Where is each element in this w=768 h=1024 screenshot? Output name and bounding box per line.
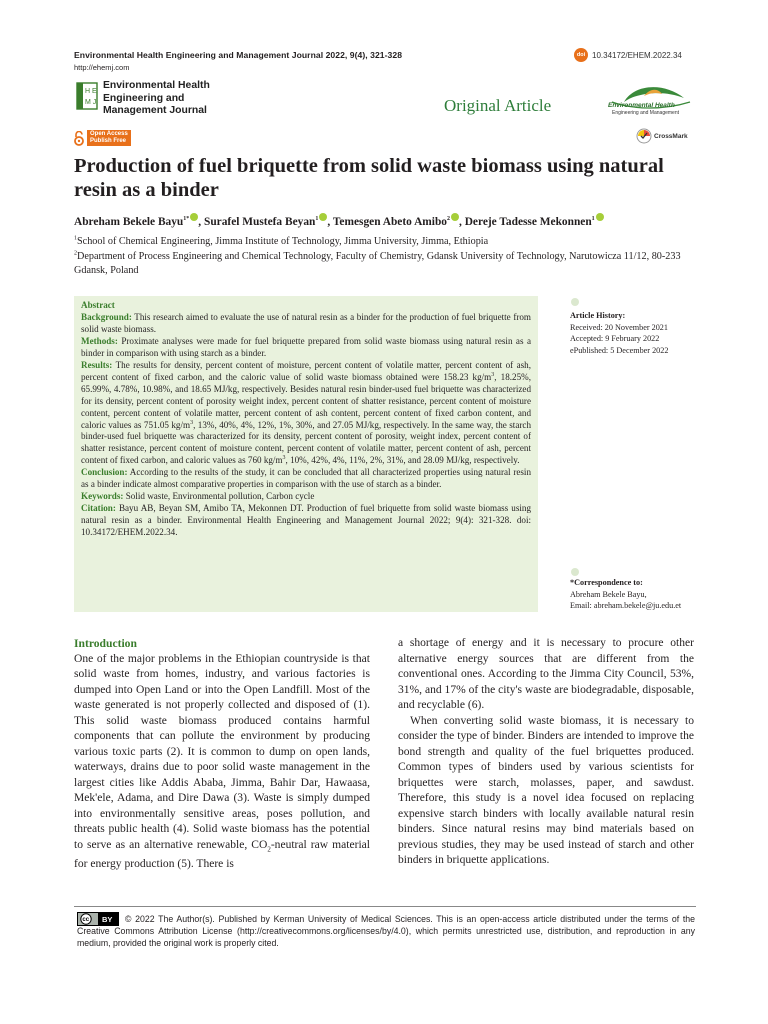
section-text: According to the results of the study, it can be concluded that all characterized properties using natural resin as a binder indicate almost comparative properties in comparison with the use of starch as a binder. — [81, 467, 531, 490]
author-affiliation-marker: 1* — [183, 216, 190, 223]
abstract-citation — [81, 503, 531, 539]
svg-text:M J: M J — [85, 99, 97, 106]
bullet-icon — [571, 568, 579, 576]
journal-name — [103, 80, 210, 118]
cc-label: cc — [82, 917, 90, 924]
crossmark-label: CrossMark — [654, 132, 688, 140]
journal-name-line: Environmental Health — [103, 80, 210, 91]
crossmark-badge[interactable] — [636, 128, 688, 144]
doi-icon: doi — [574, 48, 588, 62]
license-notice: © 2022 The Author(s). Published by Kerman University of Medical Sciences. This is an open-access article distributed under the terms of the Creative Commons Attribution License (http://creativecommons.org/licenses/by/4.0), which permits unrestricted use, distribution, and reproduction in any medium, provided the original work is properly cited. — [77, 914, 695, 949]
journal-name-line: Engineering and — [103, 92, 185, 104]
section-text: , 10%, 42%, 4%, 11%, 2%, 31%, and 28.09 MJ/kg, respectively. — [285, 455, 520, 466]
journal-name-line: Management Journal — [103, 105, 207, 116]
article-history — [570, 310, 668, 356]
superscript: 3 — [190, 419, 194, 426]
paragraph — [74, 652, 370, 873]
correspondence-name: Abreham Bekele Bayu, — [570, 589, 647, 599]
doi-block[interactable] — [574, 48, 682, 62]
body-column-left — [74, 636, 370, 873]
accepted-date: Accepted: 9 February 2022 — [570, 334, 660, 344]
author-affiliation-marker: 1 — [591, 216, 595, 223]
affiliation-marker: 2 — [74, 250, 77, 257]
author-separator: , — [198, 216, 204, 228]
svg-text:H E: H E — [85, 88, 97, 95]
affiliation-2 — [74, 250, 696, 277]
correspondence-email[interactable]: Email: abreham.bekele@ju.edu.et — [570, 601, 682, 611]
abstract-conclusion — [81, 467, 531, 491]
paragraph: a shortage of energy and it is necessary to procure other alternative energy sources that are different from the conventional ones. According to the Jimma City Council, 53%, 31%, and 17% of the city's waste are biodegradable, disposable, and recyclable (6). — [398, 637, 694, 711]
section-label: Conclusion: — [81, 467, 128, 478]
open-access-icon — [74, 131, 84, 146]
section-text: , 18.25%, 65.99%, 4.78%, 10.98%, and 18.65 MJ/kg, respectively. Besides natural resin binder-used fuel briquette was characterized for its density, percent content of porosity weight index, percent content of shatter resistance, percent content of moisture content, percent content of volatile matter, percent content of ash content, percent content of fixed carbon content, and caloric values as 751.05 kg/m — [81, 371, 531, 430]
section-text: Solid waste, Environmental pollution, Carbon cycle — [123, 491, 315, 502]
author-name: Temesgen Abeto Amibo — [332, 216, 447, 228]
published-date: ePublished: 5 December 2022 — [570, 345, 669, 355]
open-access-badge — [74, 130, 131, 146]
open-access-label — [87, 130, 131, 146]
orcid-icon[interactable] — [596, 213, 604, 221]
body-column-right — [398, 636, 694, 869]
author-name: Surafel Mustefa Beyan — [203, 216, 316, 228]
bullet-icon — [571, 298, 579, 306]
history-heading: Article History: — [570, 311, 626, 320]
received-date: Received: 20 November 2021 — [570, 322, 668, 332]
journal-citation: Environmental Health Engineering and Management Journal 2022, 9(4), 321-328 — [74, 50, 403, 60]
section-heading: Introduction — [74, 637, 137, 650]
affiliation-1 — [74, 236, 488, 247]
section-text: Proximate analyses were made for fuel briquette prepared from solid waste biomass using natural resin as a binder in comparison with using starch as a binder. — [81, 335, 531, 358]
affiliation-text: Department of Process Engineering and Chemical Technology, Faculty of Chemistry, Gdansk University of Technology, Narutowicza 11/12, 80-233 Gdansk, Poland — [74, 251, 681, 276]
superscript: 3 — [282, 455, 286, 462]
section-label: Background: — [81, 311, 132, 322]
section-label: Keywords: — [81, 491, 124, 502]
section-label: Results: — [81, 359, 113, 370]
crossmark-icon — [636, 128, 652, 144]
footer-divider — [74, 906, 696, 907]
affiliation-text: School of Chemical Engineering, Jimma Institute of Technology, Jimma University, Jimma, Ethiopia — [77, 236, 489, 247]
author-name: Dereje Tadesse Mekonnen — [464, 216, 592, 228]
section-label: Citation: — [81, 503, 116, 514]
journal-logo-icon — [76, 82, 98, 110]
author-name: Abreham Bekele Bayu — [74, 216, 184, 228]
author-list — [74, 213, 604, 228]
subscript: 2 — [267, 844, 271, 853]
correspondence — [570, 577, 681, 612]
abstract-methods — [81, 336, 531, 360]
superscript: 3 — [491, 371, 495, 378]
author-affiliation-marker: 1 — [315, 216, 319, 223]
section-text: Bayu AB, Beyan SM, Amibo TA, Mekonnen DT. Production of fuel briquette from solid waste biomass using natural resin as a binder. Environmental Health Engineering and Management Journal 2022; 9(4): 321-328. doi: 10.34172/EHEM.2022.34. — [81, 503, 531, 538]
journal-url[interactable]: http://ehemj.com — [74, 63, 130, 72]
author-affiliation-marker: 2 — [446, 216, 450, 223]
paragraph: When converting solid waste biomass, it is necessary to consider the type of binder. Binders are intended to improve the bond strength and quality of the fuel briquettes produced. Common types of binders used by various scientists for briquettes were starch, molasses, paper, and sawdust. Therefore, this study is a novel idea focused on replacing expensive starch binders with locally available natural resin binders. Since natural resins may bind materials based on previous studies, they may be used instead of starch and other binders in briquette applications. — [398, 714, 694, 866]
abstract-keywords — [81, 491, 531, 503]
author-separator: , — [327, 216, 333, 228]
publish-free-line: Publish Free — [90, 138, 127, 144]
paragraph-text: -neutral raw material for energy production (5). There is — [74, 838, 370, 871]
section-label: Methods: — [81, 335, 118, 346]
article-title: Production of fuel briquette from solid waste biomass using natural resin as a binder — [74, 155, 664, 201]
society-logo-subtitle: Engineering and Management — [612, 110, 679, 116]
by-label: BY — [102, 915, 113, 925]
section-text: , 13%, 40%, 4%, 12%, 1%, 30%, and 27.05 MJ/kg, respectively. In the same way, the starch binder-used fuel briquette was characterized for its density, percent content of porosity, weight index, percent content of shatter resistance, percent content of moisture content, percent content of volatile matter, percent content of ash, percent content of fixed carbon, and caloric values as 760 kg/m — [81, 419, 531, 466]
article-type: Original Article — [444, 96, 552, 115]
paragraph-text: One of the major problems in the Ethiopian countryside is that solid waste from homes, industry, and various factories is dumped into Open Land or into the Open Landfill. Most of the waste generated is not properly collected and disposed of (1). This solid waste biomass produced contains harmful components that can pollute the environment by producing various toxic parts (2). It is common to dump on open lands, waterways, drains due to poor solid waste management in the largest cities like Addis Ababa, Jimma, Bahir Dar, Hawaasa, Mek'ele, Adama, and Dire Dawa (3). Waste is simply dumped into environmentally sensitive areas, poses pollution, and threats public health (4). Solid waste biomass has the potential to serve as an alternative renewable, CO — [74, 652, 370, 851]
abstract — [81, 300, 531, 539]
abstract-background — [81, 312, 531, 336]
affiliation-marker: 1 — [74, 235, 77, 242]
section-text: The results for density, percent content of moisture, percent content of volatile matter, percent content of ash, percent content of fixed carbon, and the caloric value of solid waste biomass obtained were 158.23 kg/m — [81, 359, 531, 382]
society-logo-name: Environmental Health — [608, 102, 675, 109]
author-separator: , — [458, 216, 465, 228]
open-access-line: Open Access — [90, 131, 128, 137]
correspondence-heading: *Correspondence to: — [570, 578, 643, 587]
abstract-results — [81, 360, 531, 468]
abstract-heading: Abstract — [81, 300, 115, 310]
doi-text[interactable]: 10.34172/EHEM.2022.34 — [592, 50, 682, 60]
section-text: This research aimed to evaluate the use of natural resin as a binder for the production of fuel briquette from solid waste biomass. — [81, 311, 531, 334]
orcid-icon[interactable] — [451, 213, 459, 221]
